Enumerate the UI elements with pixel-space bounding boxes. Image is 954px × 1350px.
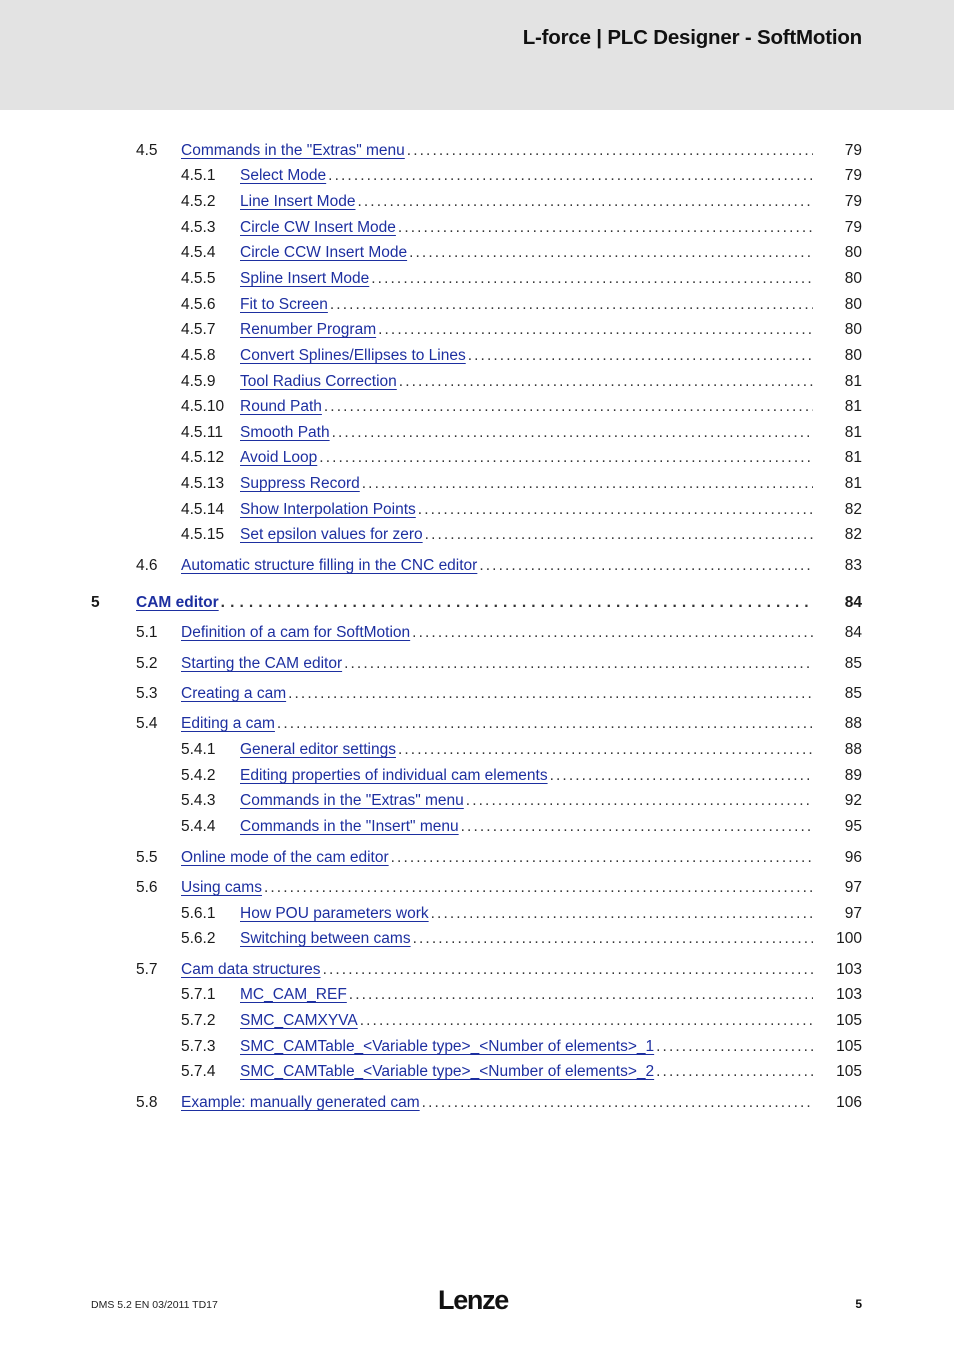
toc-entry	[240, 766, 813, 786]
toc-section-number: 5.4	[136, 715, 158, 732]
toc-entry	[181, 141, 813, 161]
toc-row	[0, 141, 954, 161]
dot-leader	[422, 1093, 813, 1113]
toc-section-number: 5.4.3	[181, 792, 216, 809]
toc-link[interactable]: Show Interpolation Points	[240, 501, 416, 518]
dot-leader	[398, 740, 813, 760]
toc-row	[0, 218, 954, 238]
toc-row	[0, 593, 954, 613]
dot-leader	[413, 929, 813, 949]
toc-page-number: 79	[844, 193, 862, 210]
toc-section-number: 4.5.7	[181, 321, 216, 338]
toc-row	[0, 243, 954, 263]
toc-page-number: 100	[836, 930, 862, 947]
toc-link[interactable]: Commands in the "Extras" menu	[240, 792, 464, 809]
dot-leader	[357, 192, 813, 212]
toc-link[interactable]: How POU parameters work	[240, 905, 429, 922]
toc-link[interactable]: Automatic structure filling in the CNC editor	[181, 557, 478, 574]
dot-leader	[360, 1011, 813, 1031]
toc-page-number: 81	[844, 475, 862, 492]
lenze-logo-icon	[437, 1283, 517, 1313]
toc-link[interactable]: Using cams	[181, 879, 262, 896]
toc-row	[0, 474, 954, 494]
toc-entry	[181, 714, 813, 734]
toc-row	[0, 714, 954, 734]
toc-page-number: 95	[844, 818, 862, 835]
toc-row	[0, 960, 954, 980]
toc-section-number: 5.2	[136, 655, 158, 672]
toc-entry	[240, 448, 813, 468]
toc-page-number: 80	[844, 296, 862, 313]
toc-entry	[181, 684, 813, 704]
toc-row	[0, 623, 954, 643]
toc-page-number: 88	[844, 715, 862, 732]
toc-link[interactable]: Spline Insert Mode	[240, 270, 370, 287]
toc-entry	[240, 791, 813, 811]
toc-section-number: 5.5	[136, 849, 158, 866]
dot-leader	[221, 593, 813, 613]
toc-row	[0, 1037, 954, 1057]
toc-section-number: 5.8	[136, 1094, 158, 1111]
toc-section-number: 5	[91, 594, 100, 611]
dot-leader	[425, 525, 813, 545]
toc-page-number: 103	[836, 986, 862, 1003]
dot-leader	[656, 1062, 813, 1082]
toc-section-number: 4.5.4	[181, 244, 216, 261]
toc-page-number: 105	[836, 1063, 862, 1080]
dot-leader	[330, 295, 813, 315]
dot-leader	[412, 623, 813, 643]
toc-link[interactable]: Creating a cam	[181, 685, 287, 702]
toc-section-number: 5.6.2	[181, 930, 216, 947]
toc-row	[0, 556, 954, 576]
dot-leader	[328, 166, 813, 186]
toc-entry	[240, 929, 813, 949]
toc-page-number: 105	[836, 1038, 862, 1055]
dot-leader	[399, 372, 813, 392]
toc-row	[0, 192, 954, 212]
dot-leader	[409, 243, 813, 263]
toc-link[interactable]: Round Path	[240, 398, 322, 415]
dot-leader	[324, 397, 813, 417]
toc-section-number: 4.5.14	[181, 501, 225, 518]
toc-page-number: 105	[836, 1012, 862, 1029]
dot-leader	[550, 766, 813, 786]
dot-leader	[391, 848, 813, 868]
toc-row	[0, 684, 954, 704]
toc-row	[0, 397, 954, 417]
toc-page-number: 81	[844, 398, 862, 415]
toc-row	[0, 904, 954, 924]
toc-row	[0, 500, 954, 520]
toc-row	[0, 346, 954, 366]
toc-section-number: 5.7.3	[181, 1038, 216, 1055]
lenze-logo	[437, 1283, 517, 1318]
toc-section-number: 4.5.8	[181, 347, 216, 364]
toc-link[interactable]: Editing properties of individual cam elements	[240, 767, 548, 784]
toc-page-number: 88	[844, 741, 862, 758]
toc-entry	[181, 556, 813, 576]
toc-entry	[240, 1062, 813, 1082]
toc-entry	[181, 654, 813, 674]
svg-text:Lenze: Lenze	[438, 1285, 509, 1313]
toc-row	[0, 1011, 954, 1031]
toc-section-number: 4.5.12	[181, 449, 225, 466]
toc-entry	[181, 623, 813, 643]
toc-page-number: 81	[844, 373, 862, 390]
toc-link[interactable]: Circle CW Insert Mode	[240, 219, 396, 236]
toc-row	[0, 766, 954, 786]
dot-leader	[277, 714, 813, 734]
toc-section-number: 5.4.4	[181, 818, 216, 835]
toc-entry	[240, 192, 813, 212]
toc-page-number: 79	[844, 219, 862, 236]
toc-section-number: 5.6.1	[181, 905, 216, 922]
toc-section-number: 4.5.5	[181, 270, 216, 287]
dot-leader	[468, 346, 813, 366]
toc-row	[0, 654, 954, 674]
toc-section-number: 4.5.9	[181, 373, 216, 390]
toc-section-number: 4.5.1	[181, 167, 216, 184]
toc-section-number: 4.5.13	[181, 475, 225, 492]
toc-page-number: 79	[844, 167, 862, 184]
toc-section-number: 4.5.3	[181, 219, 216, 236]
dot-leader	[431, 904, 813, 924]
dot-leader	[349, 985, 813, 1005]
toc-row	[0, 166, 954, 186]
toc-row	[0, 1093, 954, 1113]
toc-entry	[181, 878, 813, 898]
toc-entry	[240, 423, 813, 443]
toc-link[interactable]: Avoid Loop	[240, 449, 318, 466]
dot-leader	[371, 269, 813, 289]
toc-link[interactable]: Suppress Record	[240, 475, 360, 492]
toc-page-number: 84	[844, 594, 862, 611]
toc-link[interactable]: Convert Splines/Ellipses to Lines	[240, 347, 466, 364]
toc-entry	[240, 1037, 813, 1057]
toc-page-number: 81	[844, 424, 862, 441]
toc-section-number: 5.3	[136, 685, 158, 702]
toc-link[interactable]: Fit to Screen	[240, 296, 328, 313]
dot-leader	[323, 960, 813, 980]
toc-section-number: 4.5.6	[181, 296, 216, 313]
toc-page-number: 80	[844, 347, 862, 364]
toc-link[interactable]: Switching between cams	[240, 930, 411, 947]
toc-row	[0, 985, 954, 1005]
toc-entry	[240, 817, 813, 837]
toc-entry	[240, 346, 813, 366]
toc-page-number: 80	[844, 270, 862, 287]
toc-section-number: 5.4.2	[181, 767, 216, 784]
dot-leader	[362, 474, 813, 494]
toc-link[interactable]: CAM editor	[136, 594, 219, 611]
header-band	[0, 0, 954, 110]
toc-row	[0, 740, 954, 760]
dot-leader	[264, 878, 813, 898]
toc-entry	[240, 500, 813, 520]
toc-link[interactable]: Example: manually generated cam	[181, 1094, 420, 1111]
toc-row	[0, 878, 954, 898]
toc-link[interactable]: Commands in the "Insert" menu	[240, 818, 459, 835]
dot-leader	[418, 500, 813, 520]
toc-page-number: 85	[844, 655, 862, 672]
toc-link[interactable]: SMC_CAMXYVA	[240, 1012, 358, 1029]
dot-leader	[398, 218, 813, 238]
toc-row	[0, 1062, 954, 1082]
toc-page-number: 84	[844, 624, 862, 641]
toc-link[interactable]: General editor settings	[240, 741, 396, 758]
dot-leader	[466, 791, 813, 811]
toc-page-number: 80	[844, 244, 862, 261]
toc-page-number: 79	[844, 142, 862, 159]
toc-entry	[240, 372, 813, 392]
toc-row	[0, 372, 954, 392]
toc-link[interactable]: Tool Radius Correction	[240, 373, 397, 390]
toc-link[interactable]: Set epsilon values for zero	[240, 526, 423, 543]
toc-page-number: 103	[836, 961, 862, 978]
toc-row	[0, 448, 954, 468]
toc-entry	[181, 848, 813, 868]
document-id: DMS 5.2 EN 03/2011 TD17	[91, 1299, 218, 1311]
toc-page-number: 83	[844, 557, 862, 574]
dot-leader	[344, 654, 813, 674]
toc-link[interactable]: Online mode of the cam editor	[181, 849, 389, 866]
dot-leader	[332, 423, 813, 443]
toc-page-number: 82	[844, 526, 862, 543]
dot-leader	[288, 684, 813, 704]
toc-entry	[136, 593, 813, 613]
toc-entry	[240, 269, 813, 289]
toc-link[interactable]: Commands in the "Extras" menu	[181, 142, 405, 159]
dot-leader	[407, 141, 813, 161]
toc-link[interactable]: Circle CCW Insert Mode	[240, 244, 408, 261]
toc-link[interactable]: Select Mode	[240, 167, 327, 184]
toc-link[interactable]: Renumber Program	[240, 321, 377, 338]
toc-row	[0, 817, 954, 837]
toc-entry	[240, 320, 813, 340]
dot-leader	[479, 556, 813, 576]
toc-link[interactable]: Cam data structures	[181, 961, 321, 978]
toc-link[interactable]: MC_CAM_REF	[240, 986, 347, 1003]
toc-entry	[240, 218, 813, 238]
toc-section-number: 4.5.15	[181, 526, 225, 543]
toc-entry	[240, 166, 813, 186]
toc-section-number: 5.6	[136, 879, 158, 896]
toc-link[interactable]: SMC_CAMTable_<Variable type>_<Number of elements>_1	[240, 1038, 655, 1055]
toc-section-number: 4.5.11	[181, 424, 223, 441]
toc-entry	[240, 474, 813, 494]
toc-page-number: 89	[844, 767, 862, 784]
document-title: L-force | PLC Designer - SoftMotion	[522, 26, 862, 49]
toc-section-number: 5.4.1	[181, 741, 216, 758]
dot-leader	[378, 320, 813, 340]
toc-page-number: 80	[844, 321, 862, 338]
toc-link[interactable]: Definition of a cam for SoftMotion	[181, 624, 411, 641]
toc-section-number: 5.7	[136, 961, 158, 978]
toc-page-number: 106	[836, 1094, 862, 1111]
toc-link[interactable]: Smooth Path	[240, 424, 330, 441]
toc-link[interactable]: Line Insert Mode	[240, 193, 356, 210]
toc-section-number: 4.5.10	[181, 398, 225, 415]
toc-row	[0, 929, 954, 949]
toc-page-number: 81	[844, 449, 862, 466]
toc-section-number: 5.7.1	[181, 986, 216, 1003]
toc-row	[0, 295, 954, 315]
toc-page-number: 92	[844, 792, 862, 809]
toc-link[interactable]: SMC_CAMTable_<Variable type>_<Number of elements>_2	[240, 1063, 655, 1080]
toc-entry	[240, 985, 813, 1005]
toc-section-number: 5.1	[136, 624, 158, 641]
toc-link[interactable]: Starting the CAM editor	[181, 655, 343, 672]
toc-row	[0, 320, 954, 340]
toc-row	[0, 269, 954, 289]
toc-section-number: 4.5	[136, 142, 158, 159]
toc-entry	[240, 397, 813, 417]
toc-row	[0, 423, 954, 443]
toc-entry	[181, 960, 813, 980]
toc-page-number: 82	[844, 501, 862, 518]
page-number: 5	[855, 1297, 862, 1311]
toc-page-number: 97	[844, 879, 862, 896]
dot-leader	[656, 1037, 813, 1057]
toc-entry	[240, 295, 813, 315]
toc-entry	[240, 904, 813, 924]
toc-row	[0, 848, 954, 868]
toc-row	[0, 525, 954, 545]
toc-section-number: 5.7.2	[181, 1012, 216, 1029]
toc-entry	[240, 1011, 813, 1031]
dot-leader	[319, 448, 813, 468]
toc-page-number: 96	[844, 849, 862, 866]
toc-section-number: 4.5.2	[181, 193, 216, 210]
toc-page-number: 85	[844, 685, 862, 702]
toc-row	[0, 791, 954, 811]
toc-entry	[240, 525, 813, 545]
toc-link[interactable]: Editing a cam	[181, 715, 275, 732]
toc-entry	[240, 243, 813, 263]
toc-entry	[240, 740, 813, 760]
dot-leader	[461, 817, 813, 837]
toc-section-number: 5.7.4	[181, 1063, 216, 1080]
toc-entry	[181, 1093, 813, 1113]
toc-page-number: 97	[844, 905, 862, 922]
toc-section-number: 4.6	[136, 557, 158, 574]
